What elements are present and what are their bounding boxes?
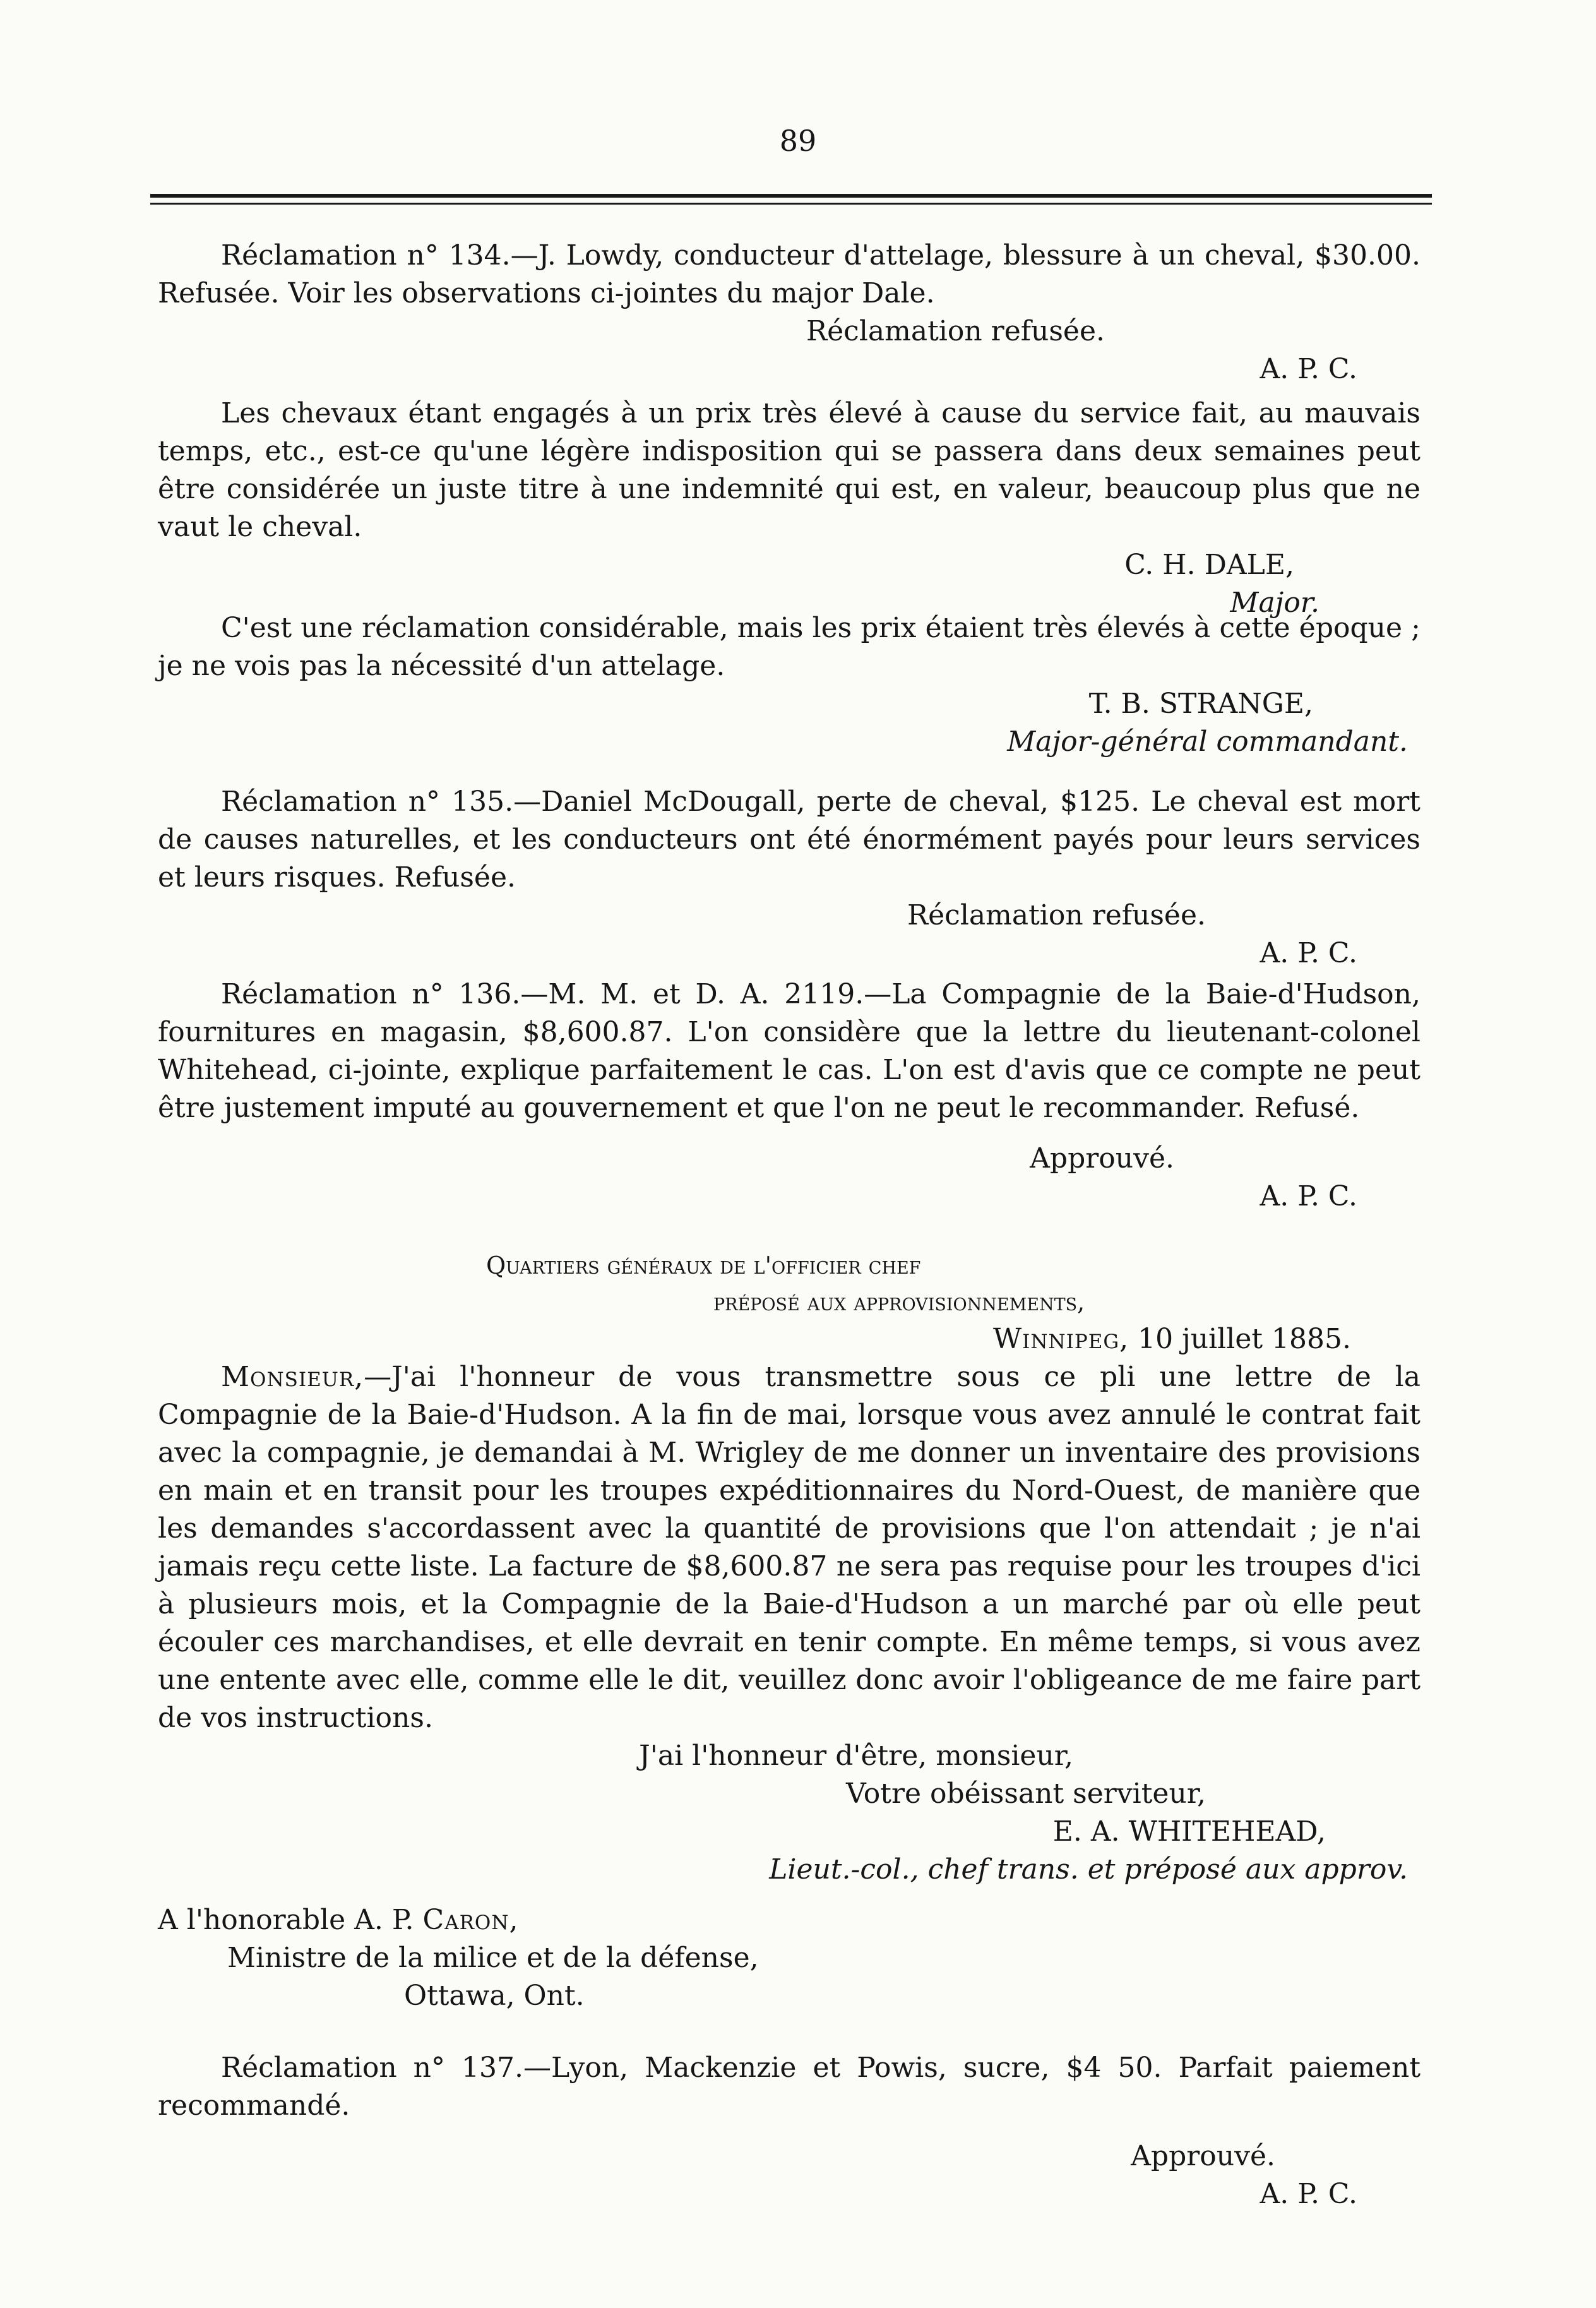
claim-135-decision: Réclamation refusée. [907,899,1206,931]
claim-136-section [158,976,1420,1216]
claim-134-section [158,237,1420,388]
claim-137-section [158,2049,1420,2213]
dale-note-text: Les chevaux étant engagés à un prix très élevé à cause du service fait, au mauvais temps, etc., est-ce qu'une légère indisposition qui se passera dans deux semaines peut être considérée un juste titre à une indemnité qui est, en valeur, beaucoup plus que ne vaut le cheval. [158,397,1420,543]
claim-135-text: Réclamation n° 135.—Daniel McDougall, perte de cheval, $125. Le cheval est mort de causes naturelles, et les conducteurs ont été énormément payés pour leurs services et leurs risques. Refusée. [158,786,1420,894]
letter-date: 10 juillet 1885. [1138,1323,1351,1355]
whitehead-letter [158,1247,1420,2015]
addressee-prefix: A l'honorable A. P. [158,1904,423,1936]
letter-signature: E. A. WHITEHEAD, [1052,1815,1326,1848]
header-rule-thin [150,203,1432,205]
letter-place: Winnipeg, [992,1323,1129,1355]
claim-134-initials: A. P. C. [1260,353,1357,385]
letter-closing-1: J'ai l'honneur d'être, monsieur, [639,1740,1073,1772]
letter-addressee-2: Ministre de la milice et de la défense, [227,1942,759,1974]
claim-136-decision: Approuvé. [1030,1142,1174,1175]
claim-136-initials: A. P. C. [1260,1180,1357,1212]
dale-note-section [158,395,1420,622]
strange-note-section [158,609,1420,761]
letter-heading-1: Quartiers généraux de l'officier chef [486,1252,921,1279]
claim-136-text: Réclamation n° 136.—M. M. et D. A. 2119.—La Compagnie de la Baie-d'Hudson, fournitures en magasin, $8,600.87. L'on considère que la lettre du lieutenant-colonel Whitehead, ci-jointe, explique parfaitement le cas. L'on est d'avis que ce compte ne peut être justement imputé au gouvernement et que l'on ne peut le recommander. Refusé. [158,978,1420,1124]
dale-signature: C. H. DALE, [1124,549,1294,581]
addressee-name: Caron, [422,1904,519,1936]
letter-signer-title: Lieut.-col., chef trans. et préposé aux approv. [769,1853,1408,1886]
letter-dateline [158,1320,1420,1358]
strange-note-text: C'est une réclamation considérable, mais les prix étaient très élevés à cette époque ; je ne vois pas la nécessité d'un attelage. [158,612,1420,682]
letter-heading-2: préposé aux approvisionnements, [713,1288,1085,1316]
claim-137-text: Réclamation n° 137.—Lyon, Mackenzie et Powis, sucre, $4 50. Parfait paiement recommandé. [158,2052,1420,2122]
letter-salutation: Monsieur, [221,1361,364,1393]
letter-closing-2: Votre obéissant serviteur, [846,1778,1206,1810]
claim-135-initials: A. P. C. [1260,937,1357,969]
letter-addressee-3: Ottawa, Ont. [404,1980,585,2012]
letter-addressee-1 [158,1901,1420,1939]
claim-137-initials: A. P. C. [1260,2178,1357,2210]
claim-134-text: Réclamation n° 134.—J. Lowdy, conducteur d'attelage, blessure à un cheval, $30.00. Refusée. Voir les observations ci-jointes du major Dale. [158,239,1420,309]
claim-134-decision: Réclamation refusée. [806,315,1105,347]
claim-135-section [158,783,1420,972]
claim-137-decision: Approuvé. [1131,2140,1275,2172]
letter-body-text: —J'ai l'honneur de vous transmettre sous ce pli une lettre de la Compagnie de la Baie-d'Hudson. A la fin de mai, lorsque vous avez annulé le contrat fait avec la compagnie, je demandai à M. Wrigley de me donner un inventaire des provisions en main et en transit pour les troupes expéditionnaires du Nord-Ouest, de manière que les demandes s'accordassent avec la quantité de provisions que l'on attendait ; je n'ai jamais reçu cette liste. La facture de $8,600.87 ne sera pas requise pour les troupes d'ici à plusieurs mois, et la Compagnie de la Baie-d'Hudson a un marché par où elle peut écouler ces marchandises, et elle devrait en tenir compte. En même temps, si vous avez une entente avec elle, comme elle le dit, veuillez donc avoir l'obligeance de me faire part de vos instructions. [158,1361,1420,1734]
dale-title: Major. [1230,587,1319,619]
letter-body [158,1358,1420,1737]
strange-signature: T. B. STRANGE, [1088,688,1313,720]
strange-title: Major-général commandant. [1007,726,1408,758]
header-rule-thick [150,194,1432,198]
page-number: 89 [779,124,817,158]
